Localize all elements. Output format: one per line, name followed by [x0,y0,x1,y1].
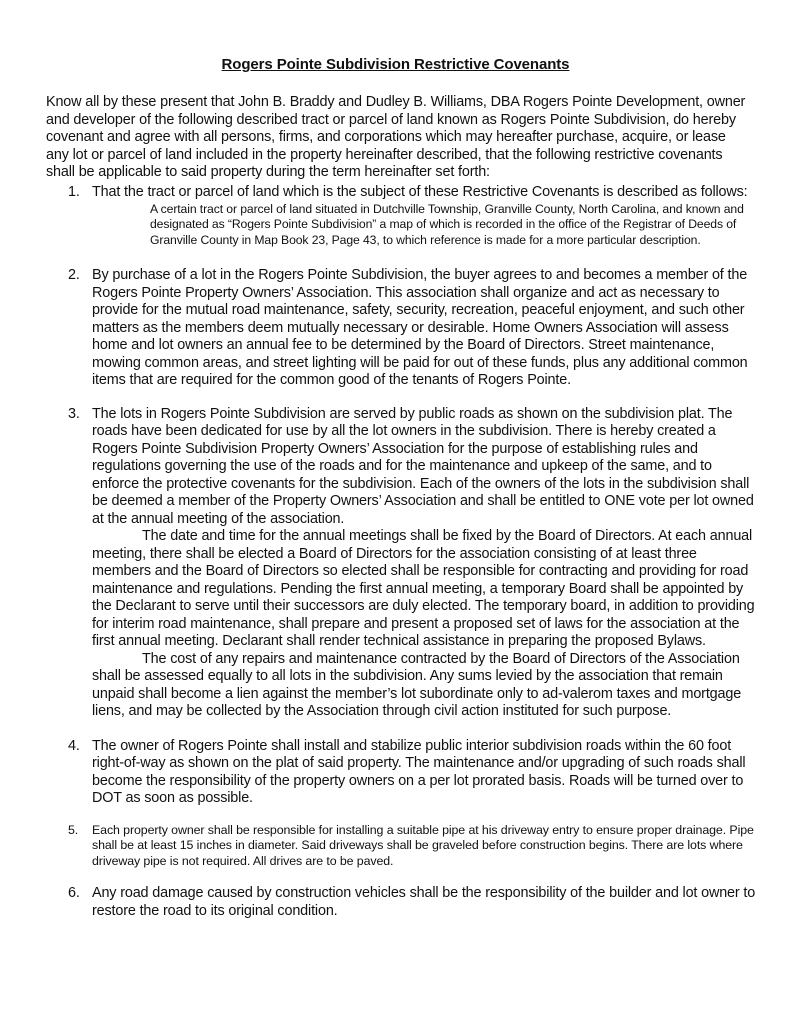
item-number: 6. [68,885,80,901]
item-number: 3. [68,405,80,422]
item-number: 5. [68,822,79,837]
land-description: A certain tract or parcel of land situated in Dutchville Township, Granville County, North Carolina, and known and designated as “Rogers Pointe Subdivision” a map of which is recorded in the office of the Registrar of Deeds of Granville County in Map Book 23, Page 43, to which reference is made for a more particular description. [150,201,744,247]
item-paragraph-2: The date and time for the annual meetings shall be fixed by the Board of Directors. At each annual meeting, there shall be elected a Board of Directors for the association consisting of at least three members and the Board of Directors so elected shall be responsible for contracting and providing for road maintenance and regulations. Pending the first annual meeting, a temporary Board shall be appointed by the Declarant to serve until their successors are duly elected. The temporary board, in addition to providing for interim road maintenance, shall prepare and present a proposed set of laws for the association at the first annual meeting. Declarant shall render technical assistance in preparing the proposed Bylaws. [92,528,755,649]
item-number: 2. [68,267,80,283]
document-title: Rogers Pointe Subdivision Restrictive Covenants [221,56,570,73]
intro-paragraph: Know all by these present that John B. Braddy and Dudley B. Williams, DBA Rogers Pointe Development, owner and developer of the following described tract or parcel of land known as Rogers Pointe Subdivision, do hereby covenant and agree with all persons, firms, and corporations which may hereafter purchase, acquire, or lease any lot or parcel of land included in the property hereinafter described, that the following restrictive covenants shall be applicable to said property during the term hereinafter set forth: [46,94,746,180]
covenant-item-2 [46,267,756,390]
covenant-item-3 [46,406,756,721]
covenant-item-5 [46,823,756,870]
covenant-item-1 [46,184,756,248]
covenant-item-4 [46,738,756,808]
covenant-item-6 [46,885,756,920]
item-text: Any road damage caused by construction vehicles shall be the responsibility of the builder and lot owner to restore the road to its original condition. [92,885,756,919]
item-text: Each property owner shall be responsible for installing a suitable pipe at his driveway entry to ensure proper drainage. Pipe shall be at least 15 inches in diameter. Said driveways shall be graveled before construction begins. There are lots where driveway pipe is not required. All drives are to be paved. [92,822,754,868]
item-text: That the tract or parcel of land which is the subject of these Restrictive Covenants is described as follows: [92,184,748,200]
item-paragraph-3: The cost of any repairs and maintenance contracted by the Board of Directors of the Association shall be assessed equally to all lots in the subdivision. Any sums levied by the association that remain unpaid shall become a lien against the member’s lot subordinate only to ad-valerom taxes and mortgage liens, and may be collected by the Association through civil action instituted for such purpose. [92,650,742,719]
item-number: 1. [68,184,80,200]
item-number: 4. [68,737,80,754]
item-text: The owner of Rogers Pointe shall install and stabilize public interior subdivision roads within the 60 foot right-of-way as shown on the plat of said property. The maintenance and/or upgrading of such roads shall become the responsibility of the property owners on a per lot prorated basis. Roads will be turned over to DOT as soon as possible. [92,737,746,806]
item-text: By purchase of a lot in the Rogers Pointe Subdivision, the buyer agrees to and becomes a member of the Rogers Pointe Property Owners’ Association. This association shall organize and act as necessary to provide for the mutual road maintenance, safety, security, recreation, peaceful enjoyment, and such other matters as the members deem mutually necessary or desirable. Home Owners Association will assess home and lot owners an annual fee to be determined by the Board of Directors. Street maintenance, mowing common areas, and street lighting will be paid for out of these funds, plus any additional common items that are required for the common good of the tenants of Rogers Pointe. [92,267,748,388]
covenant-list [46,184,756,920]
item-text: The lots in Rogers Pointe Subdivision are served by public roads as shown on the subdivision plat. The roads have been dedicated for use by all the lot owners in the subdivision. There is hereby created a Rogers Pointe Subdivision Property Owners’ Association for the purpose of establishing rules and regulations governing the use of the roads and for the maintenance and upkeep of the same, and to enforce the protective covenants for the subdivision. Each of the owners of the lots in the subdivision shall be deemed a member of the Property Owners’ Association and shall be entitled to ONE vote per lot owned at the annual meeting of the association. [92,405,754,527]
